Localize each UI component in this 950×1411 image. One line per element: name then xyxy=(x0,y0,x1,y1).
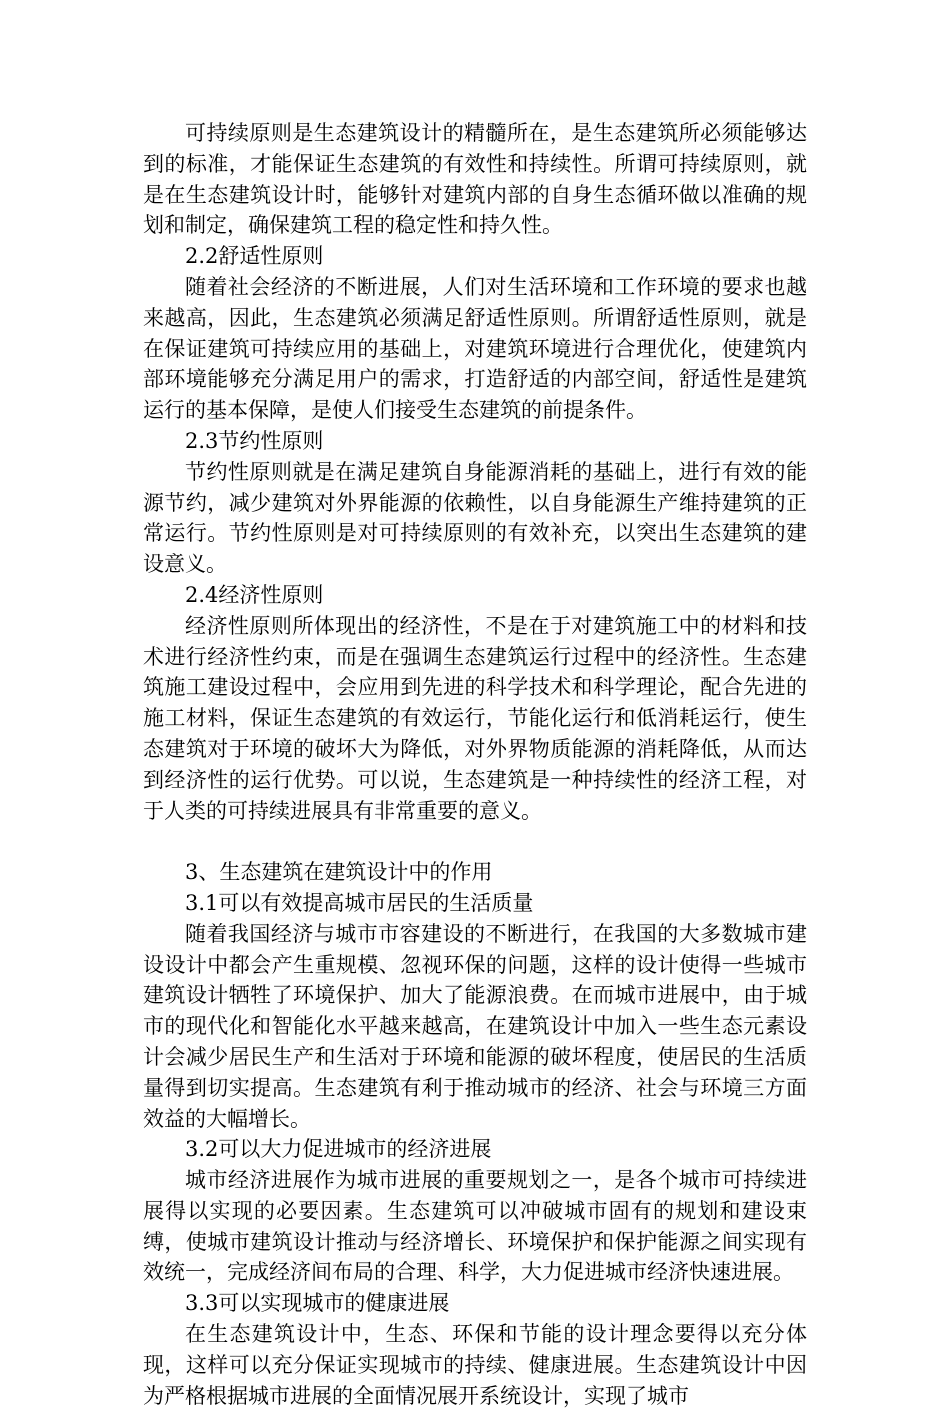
heading-3-2: 3.2可以大力促进城市的经济进展 xyxy=(185,1137,492,1162)
heading-2-4-economic: 2.4经济性原则 xyxy=(185,582,324,607)
paragraph-economic: 经济性原则所体现出的经济性，不是在于对建筑施工中的材料和技术进行经济性约束，而是在强调生态建筑运行过程中的经济性。生态建筑施工建设过程中，会应用到先进的科学技术和科学理论，配合先进的施工材料，保证生态建筑的有效运行，节能化运行和低消耗运行，使生态建筑对于环境的破坏大为降低，对外界物质能源的消耗降低，从而达到经济性的运行优势。可以说，生态建筑是一种持续性的经济工程，对于人类的可持续进展具有非常重要的意义。 xyxy=(143,613,807,823)
document-page xyxy=(143,118,807,1411)
paragraph-comfort: 随着社会经济的不断进展，人们对生活环境和工作环境的要求也越来越高，因此，生态建筑必须满足舒适性原则。所谓舒适性原则，就是在保证建筑可持续应用的基础上，对建筑环境进行合理优化，使建筑内部环境能够充分满足用户的需求，打造舒适的内部空间，舒适性是建筑运行的基本保障，是使人们接受生态建筑的前提条件。 xyxy=(143,274,807,423)
paragraph-urban-economy: 城市经济进展作为城市进展的重要规划之一，是各个城市可持续进展得以实现的必要因素。生态建筑可以冲破城市固有的规划和建设束缚，使城市建筑设计推动与经济增长、环境保护和保护能源之间实现有效统一，完成经济间布局的合理、科学，大力促进城市经济快速进展。 xyxy=(143,1168,807,1285)
heading-3-3: 3.3可以实现城市的健康进展 xyxy=(185,1291,450,1316)
paragraph-energy-saving: 节约性原则就是在满足建筑自身能源消耗的基础上，进行有效的能源节约，减少建筑对外界能源的依赖性，以自身能源生产维持建筑的正常运行。节约性原则是对可持续原则的有效补充，以突出生态建筑的建设意义。 xyxy=(143,459,807,577)
heading-section-3: 3、生态建筑在建筑设计中的作用 xyxy=(185,860,493,885)
blank-line xyxy=(143,826,807,857)
paragraph-healthy-development: 在生态建筑设计中，生态、环保和节能的设计理念要得以充分体现，这样可以充分保证实现城市的持续、健康进展。生态建筑设计中因为严格根据城市进展的全面情况展开系统设计，实现了城市 xyxy=(143,1322,807,1408)
paragraph-living-quality: 随着我国经济与城市市容建设的不断进行，在我国的大多数城市建设设计中都会产生重规模、忽视环保的问题，这样的设计使得一些城市建筑设计牺牲了环境保护、加大了能源浪费。在而城市进展中，由于城市的现代化和智能化水平越来越高，在建筑设计中加入一些生态元素设计会减少居民生产和生活对于环境和能源的破坏程度，使居民的生活质量得到切实提高。生态建筑有利于推动城市的经济、社会与环境三方面效益的大幅增长。 xyxy=(143,921,807,1131)
heading-3-1: 3.1可以有效提高城市居民的生活质量 xyxy=(185,890,534,915)
heading-2-3-economy-of-energy: 2.3节约性原则 xyxy=(185,428,324,453)
heading-2-2-comfort: 2.2舒适性原则 xyxy=(185,244,324,269)
paragraph-sustainability: 可持续原则是生态建筑设计的精髓所在，是生态建筑所必须能够达到的标准，才能保证生态建筑的有效性和持续性。所谓可持续原则，就是在生态建筑设计时，能够针对建筑内部的自身生态循环做以准确的规划和制定，确保建筑工程的稳定性和持久性。 xyxy=(143,121,807,238)
